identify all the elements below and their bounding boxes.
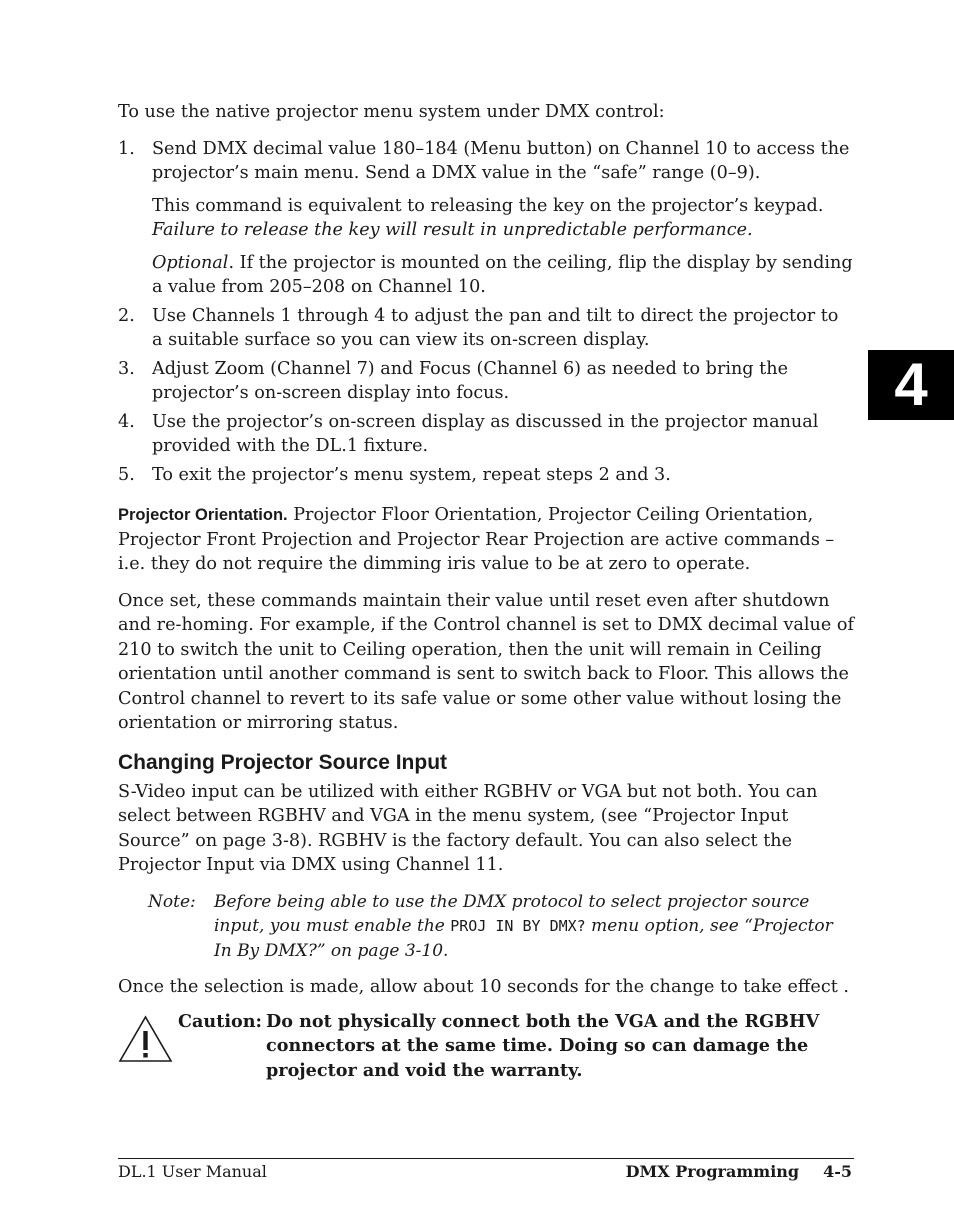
step-2 [118,304,854,353]
orientation-runin-heading: Projector Orientation. [118,506,288,524]
menu-option-code: PROJ IN BY DMX? [450,917,586,935]
step-3 [118,357,854,406]
once-set-paragraph: Once set, these commands maintain their value until reset even after shutdown and re-homing. For example, if the Control channel is set to DMX decimal value of 210 to switch the unit to Ceiling operation, then the unit will remain in Ceiling orientation until another command is sent to switch back to Floor. This allows the Control channel to revert to its safe value or some other value without losing the orientation or mirroring status. [118,590,854,733]
step-5 [118,463,854,488]
optional-label: Optional [152,252,229,273]
optional-text: . If the projector is mounted on the ceiling, flip the display by sending a value from 205–208 on Channel 10. [152,252,853,297]
note-block [148,890,854,964]
step-number: 5. [118,464,135,485]
page-number: 4-5 [823,1162,852,1181]
step-number: 2. [118,305,135,326]
step-text: Use the projector’s on-screen display as discussed in the projector manual provided with the DL.1 fixture. [152,411,819,456]
chapter-tab: 4 [868,350,954,420]
step-text: To exit the projector’s menu system, repeat steps 2 and 3. [152,464,671,485]
step-number: 4. [118,411,135,432]
step-1 [118,137,854,300]
footer-rule [118,1158,854,1159]
page-body [118,100,854,1090]
step-text: Send DMX decimal value 180–184 (Menu button) on Channel 10 to access the projector’s main menu. Send a DMX value in the “safe” range (0–9). [152,138,850,183]
source-paragraph: S-Video input can be utilized with either RGBHV or VGA but not both. You can select between RGBHV and VGA in the menu system, (see “Projector Input Source” on page 3-8). RGBHV is the factory default. You can also select the Projector Input via DMX using Channel 11. [118,781,818,875]
step-1-note-warning: Failure to release the key will result in unpredictable performance. [152,220,753,240]
selection-paragraph: Once the selection is made, allow about 10 seconds for the change to take effect . [118,977,849,997]
orientation-text: Projector Floor Orientation, Projector Ceiling Orientation, Projector Front Projection and Projector Rear Projection are active commands – i.e. they do not require the dimming iris value to be at zero to operate. [118,505,835,574]
step-1-note-text: This command is equivalent to releasing the key on the projector’s keypad. [152,195,824,216]
footer-section-title: DMX Programming [625,1162,800,1181]
steps-list [118,137,854,488]
step-text: Adjust Zoom (Channel 7) and Focus (Channel 6) as needed to bring the projector’s on-screen display into focus. [152,358,788,403]
caution-block [118,1010,854,1090]
step-number: 3. [118,358,135,379]
step-text: Use Channels 1 through 4 to adjust the pan and tilt to direct the projector to a suitable surface so you can view its on-screen display. [152,305,839,350]
footer-manual-title: DL.1 User Manual [118,1162,267,1181]
footer-section [626,1161,852,1183]
step-4 [118,410,854,459]
note-text-after: menu option, see “Projector In By DMX?” on page 3-10. [214,916,833,961]
warning-icon [118,1014,173,1064]
note-text-before: Before being able to use the DMX protocol to select projector source input, you must enable the [214,891,810,936]
step-1-note [152,194,854,243]
intro-text: To use the native projector menu system under DMX control: [118,102,665,122]
caution-label: Caution: [178,1010,263,1032]
orientation-paragraph [118,503,854,577]
section-heading: Changing Projector Source Input [118,750,448,774]
note-label: Note: [148,891,196,912]
step-number: 1. [118,138,135,159]
caution-text: Do not physically connect both the VGA and the RGBHV connectors at the same time. Doing so can damage the projector and void the warranty. [266,1010,820,1081]
step-1-optional [152,251,854,300]
